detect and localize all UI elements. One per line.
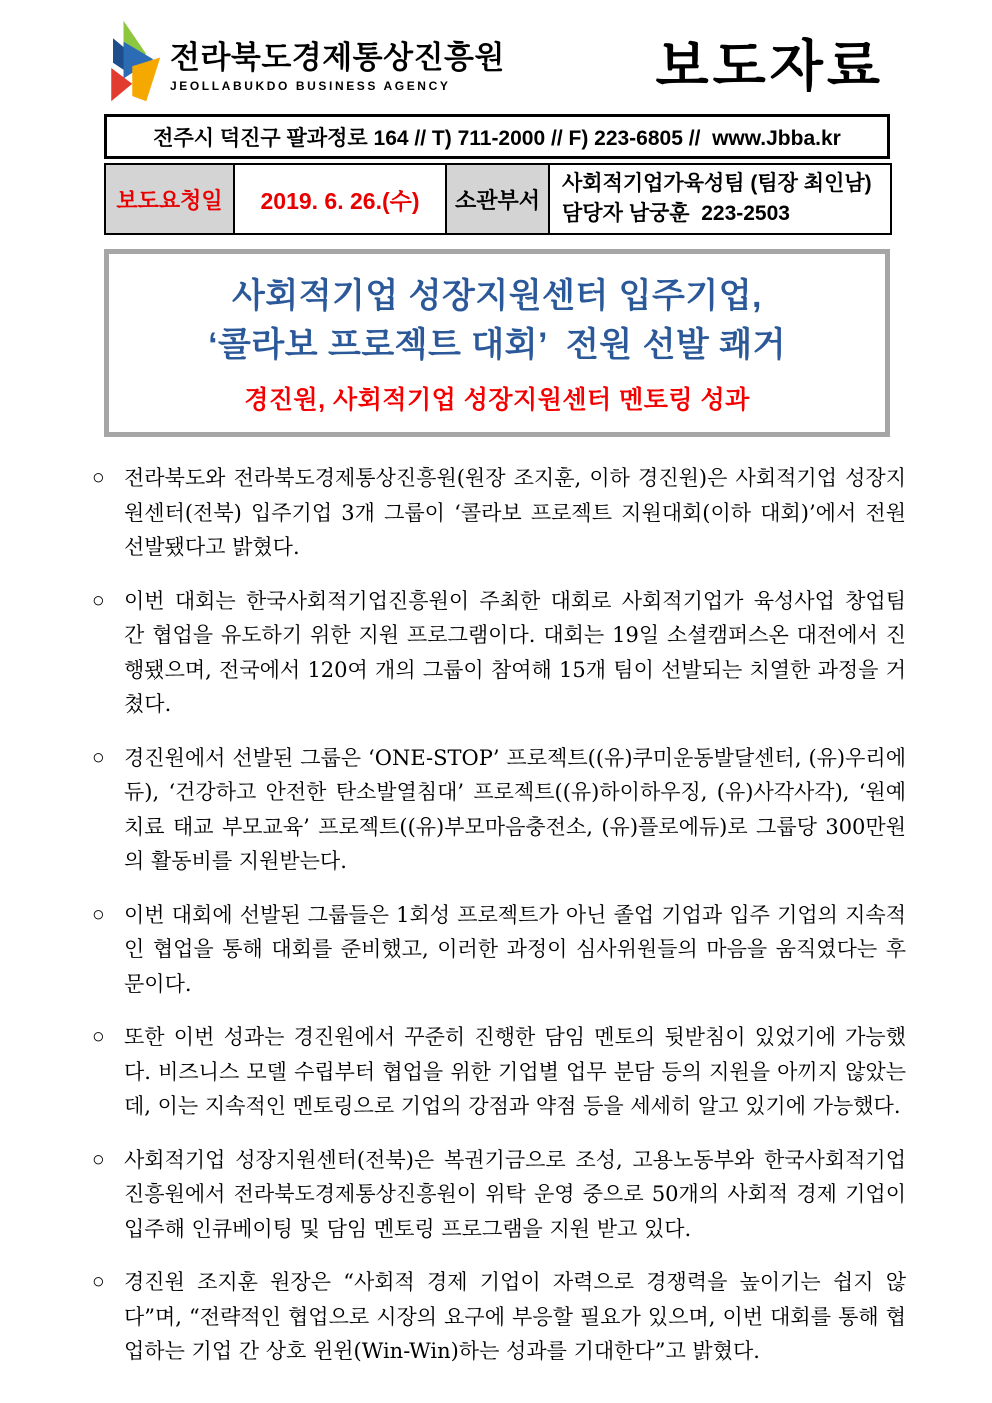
body-paragraph xyxy=(92,898,906,1002)
circle-bullet-icon: ○ xyxy=(92,1025,105,1048)
request-date-value: 2019. 6. 26.(수) xyxy=(234,164,446,234)
body-paragraph xyxy=(92,584,906,722)
circle-bullet-icon: ○ xyxy=(92,1147,105,1171)
paragraph-text: 또한 이번 성과는 경진원에서 꾸준히 진행한 담임 멘토의 뒷받침이 있었기에 가능했다. 비즈니스 모델 수립부터 협업을 위한 기업별 업무 분담 등의 지원을 아끼지 않았는데, 이는 지속적인 멘토링으로 기업의 강점과 약점 등을 세세히 알고 있기에 가능했다. xyxy=(124,1025,906,1118)
paragraph-text: 경진원 조지훈 원장은 “사회적 경제 기업이 자력으로 경쟁력을 높이기는 쉽지 않다”며, “전략적인 협업으로 시장의 요구에 부응할 필요가 있으며, 이번 대회를 통해 협업하는 기업 간 상호 윈윈(Win-Win)하는 성과를 기대한다”고 밝혔다. xyxy=(124,1270,906,1363)
article-body xyxy=(92,461,906,1369)
circle-bullet-icon: ○ xyxy=(92,1270,105,1293)
masthead xyxy=(106,14,886,108)
paragraph-text: 사회적기업 성장지원센터(전북)은 복권기금으로 조성, 고용노동부와 한국사회적기업진흥원에서 전라북도경제통상진흥원이 위탁 운영 중으로 50개의 사회적 경제 기업이 입주해 인큐베이팅 및 담임 멘토링 프로그램을 지원 받고 있다. xyxy=(124,1147,906,1241)
agency-name-english: JEOLLABUKDO BUSINESS AGENCY xyxy=(170,79,451,93)
department-team-line: 사회적기업가육성팀 (팀장 최인남) xyxy=(562,172,872,195)
agency-name-korean: 전라북도경제통상진흥원 xyxy=(170,40,505,75)
request-date-label: 보도요청일 xyxy=(105,164,234,234)
department-cell xyxy=(549,164,891,234)
paragraph-text: 이번 대회에 선발된 그룹들은 1회성 프로젝트가 아닌 졸업 기업과 입주 기업의 지속적인 협업을 통해 대회를 준비했고, 이러한 과정이 심사위원들의 마음을 움직였다는 후문이다. xyxy=(124,902,906,996)
press-info-table xyxy=(104,163,892,235)
body-paragraph xyxy=(92,461,906,565)
paragraph-text: 경진원에서 선발된 그룹은 ‘ONE-STOP’ 프로젝트((유)쿠미운동발달센터, (유)우리에듀), ‘건강하고 안전한 탄소발열침대’ 프로젝트((유)하이하우징, (유)사각사각), ‘원예치료 태교 부모교육’ 프로젝트((유)부모마음충전소, (유)플로에듀)로 그룹당 300만원의 활동비를 지원받는다. xyxy=(124,745,906,873)
body-paragraph xyxy=(92,1143,906,1247)
press-info-row xyxy=(105,164,891,234)
body-paragraph xyxy=(92,741,906,879)
headline-subtitle: 경진원, 사회적기업 성장지원센터 멘토링 성과 xyxy=(244,386,750,414)
paragraph-text: 이번 대회는 한국사회적기업진흥원이 주최한 대회로 사회적기업가 육성사업 창업팀 간 협업을 유도하기 위한 지원 프로그램이다. 대회는 19일 소셜캠퍼스온 대전에서 진행됐으며, 전국에서 120여 개의 그룹이 참여해 15개 팀이 선발되는 치열한 과정을 거쳤다. xyxy=(124,588,906,716)
circle-bullet-icon: ○ xyxy=(92,902,105,926)
department-label: 소관부서 xyxy=(446,164,549,234)
headline-line-2: ‘콜라보 프로젝트 대회’ 전원 선발 쾌거 xyxy=(208,326,786,364)
agency-logo xyxy=(106,16,505,106)
headline-line-1: 사회적기업 성장지원센터 입주기업, xyxy=(232,277,762,315)
document-type-title: 보도자료 xyxy=(655,34,884,97)
body-paragraph xyxy=(92,1265,906,1369)
agency-logo-icon xyxy=(106,16,162,106)
circle-bullet-icon: ○ xyxy=(92,466,105,489)
contact-bar-text: 전주시 덕진구 팔과정로 164 // T) 711-2000 // F) 223-6805 // www.Jbba.kr xyxy=(153,126,841,150)
circle-bullet-icon: ○ xyxy=(92,588,105,612)
agency-name-block xyxy=(170,29,505,93)
contact-bar xyxy=(104,114,890,159)
headline-box xyxy=(104,249,890,437)
paragraph-text: 전라북도와 전라북도경제통상진흥원(원장 조지훈, 이하 경진원)은 사회적기업 성장지원센터(전북) 입주기업 3개 그룹이 ‘콜라보 프로젝트 지원대회(이하 대회)’에서 전원 선발됐다고 밝혔다. xyxy=(124,466,906,559)
department-contact-line: 담당자 남궁훈 223-2503 xyxy=(562,202,790,225)
circle-bullet-icon: ○ xyxy=(92,745,105,769)
body-paragraph xyxy=(92,1020,906,1124)
